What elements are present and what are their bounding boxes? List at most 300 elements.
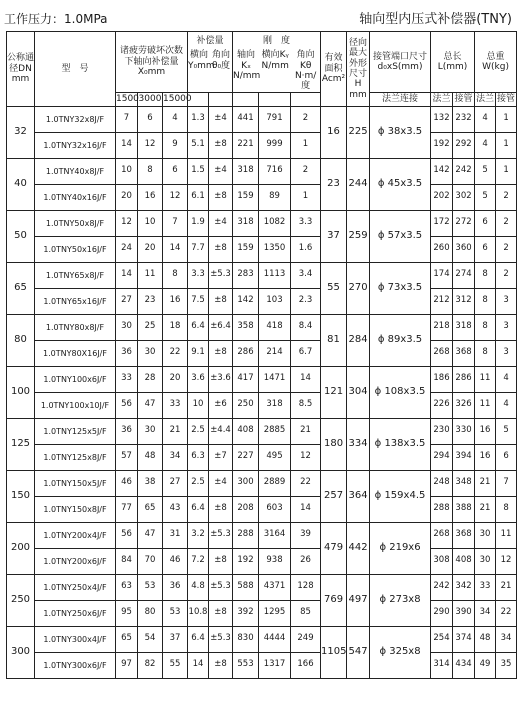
- outer-dim-cell: 497: [347, 574, 370, 626]
- outer-dim-cell: 304: [347, 366, 370, 418]
- comp-angular-cell: ±8: [209, 340, 233, 366]
- stiff-lateral-cell: 89: [259, 184, 291, 210]
- outer-dim-cell: 259: [347, 210, 370, 262]
- dn-cell: 200: [7, 522, 35, 574]
- fatigue-15000-cell: 37: [163, 626, 188, 652]
- stiff-lateral-cell: 418: [259, 314, 291, 340]
- stiff-lateral-cell: 1295: [259, 600, 291, 626]
- fatigue-3000-cell: 47: [138, 392, 163, 418]
- table-row: [7, 496, 517, 522]
- model-cell: 1.0TNY300x4J/F: [35, 626, 116, 652]
- outer-dim-cell: 244: [347, 158, 370, 210]
- stiff-lateral-cell: 318: [259, 392, 291, 418]
- table-row: [7, 470, 517, 496]
- col-len-header: 总长L(mm): [431, 32, 475, 93]
- length-flange-cell: 242: [431, 574, 453, 600]
- comp-lateral-cell: 1.3: [188, 106, 209, 132]
- fatigue-1500-cell: 14: [116, 262, 138, 288]
- comp-angular-cell: ±4.4: [209, 418, 233, 444]
- fatigue-1500-cell: 20: [116, 184, 138, 210]
- fatigue-3000-cell: 53: [138, 574, 163, 600]
- weight-pipe-cell: 1: [496, 158, 517, 184]
- comp-angular-cell: ±8: [209, 652, 233, 678]
- weight-flange-cell: 6: [475, 210, 496, 236]
- area-cell: 121: [321, 366, 347, 418]
- col-pipe-sub-header: 法兰连接: [370, 92, 431, 106]
- fatigue-15000-cell: 20: [163, 366, 188, 392]
- stiff-lateral-cell: 214: [259, 340, 291, 366]
- dn-cell: 65: [7, 262, 35, 314]
- model-cell: 1.0TNY40x16J/F: [35, 184, 116, 210]
- table-row: [7, 366, 517, 392]
- working-pressure-label: 工作压力：1.0MPa: [4, 12, 108, 26]
- model-cell: 1.0TNY250x4J/F: [35, 574, 116, 600]
- stiff-axial-cell: 159: [233, 184, 259, 210]
- fatigue-1500-cell: 77: [116, 496, 138, 522]
- col-comp-header: [188, 32, 233, 93]
- weight-pipe-cell: 3: [496, 340, 517, 366]
- col-area-header: 有效面积Acm²: [321, 32, 347, 107]
- length-flange-cell: 192: [431, 132, 453, 158]
- comp-angular-cell: ±4: [209, 158, 233, 184]
- length-pipe-cell: 360: [453, 236, 475, 262]
- comp-angular-cell: ±5.3: [209, 626, 233, 652]
- comp-angular-cell: ±8: [209, 496, 233, 522]
- fatigue-15000-cell: 31: [163, 522, 188, 548]
- dn-cell: 150: [7, 470, 35, 522]
- col-stiff-lat-sub: [259, 92, 291, 106]
- model-cell: 1.0TNY65x16J/F: [35, 288, 116, 314]
- weight-flange-cell: 30: [475, 548, 496, 574]
- stiff-lateral-cell: 495: [259, 444, 291, 470]
- stiff-lateral-cell: 2889: [259, 470, 291, 496]
- area-cell: 257: [321, 470, 347, 522]
- length-flange-cell: 308: [431, 548, 453, 574]
- weight-flange-cell: 4: [475, 106, 496, 132]
- stiff-axial-cell: 553: [233, 652, 259, 678]
- col-stiff-header: [233, 32, 321, 93]
- fatigue-15000-cell: 12: [163, 184, 188, 210]
- table-row: [7, 106, 517, 132]
- length-flange-cell: 260: [431, 236, 453, 262]
- fatigue-3000-cell: 30: [138, 418, 163, 444]
- fatigue-1500-cell: 56: [116, 392, 138, 418]
- weight-pipe-cell: 4: [496, 366, 517, 392]
- length-flange-cell: 290: [431, 600, 453, 626]
- comp-lateral-cell: 3.6: [188, 366, 209, 392]
- weight-pipe-cell: 4: [496, 392, 517, 418]
- fatigue-15000-cell: 4: [163, 106, 188, 132]
- weight-flange-cell: 48: [475, 626, 496, 652]
- col-stiff-title: 刚 度: [263, 36, 291, 46]
- fatigue-1500-cell: 24: [116, 236, 138, 262]
- stiff-angular-cell: 8.4: [291, 314, 321, 340]
- weight-flange-cell: 49: [475, 652, 496, 678]
- stiff-axial-cell: 159: [233, 236, 259, 262]
- comp-angular-cell: ±4: [209, 210, 233, 236]
- length-flange-cell: 132: [431, 106, 453, 132]
- fatigue-1500-cell: 97: [116, 652, 138, 678]
- stiff-angular-cell: 22: [291, 470, 321, 496]
- weight-flange-cell: 5: [475, 184, 496, 210]
- length-flange-cell: 288: [431, 496, 453, 522]
- fatigue-3000-cell: 38: [138, 470, 163, 496]
- stiff-angular-cell: 2: [291, 158, 321, 184]
- col-dn-header: 公称通径DN mm: [7, 32, 35, 107]
- document-header: [0, 0, 522, 31]
- fatigue-1500-cell: 57: [116, 444, 138, 470]
- model-cell: 1.0TNY250x6J/F: [35, 600, 116, 626]
- fatigue-3000-cell: 20: [138, 236, 163, 262]
- fatigue-1500-cell: 33: [116, 366, 138, 392]
- table-row: [7, 314, 517, 340]
- pipe-size-cell: ϕ 89x3.5: [370, 314, 431, 366]
- model-cell: 1.0TNY32x8J/F: [35, 106, 116, 132]
- weight-pipe-cell: 34: [496, 626, 517, 652]
- length-flange-cell: 218: [431, 314, 453, 340]
- weight-flange-cell: 21: [475, 470, 496, 496]
- stiff-angular-cell: 249: [291, 626, 321, 652]
- comp-lateral-cell: 6.4: [188, 626, 209, 652]
- weight-flange-cell: 5: [475, 158, 496, 184]
- fatigue-3000-cell: 6: [138, 106, 163, 132]
- length-pipe-cell: 408: [453, 548, 475, 574]
- comp-angular-cell: ±6.4: [209, 314, 233, 340]
- col-stiff-lat-header: 横向Kᵧ N/mm: [261, 50, 289, 71]
- outer-dim-cell: 284: [347, 314, 370, 366]
- stiff-angular-cell: 1: [291, 132, 321, 158]
- fatigue-3000-cell: 25: [138, 314, 163, 340]
- weight-pipe-cell: 22: [496, 600, 517, 626]
- area-cell: 16: [321, 106, 347, 158]
- weight-pipe-cell: 3: [496, 314, 517, 340]
- fatigue-1500-cell: 27: [116, 288, 138, 314]
- fatigue-1500-cell: 65: [116, 626, 138, 652]
- pipe-size-cell: ϕ 219x6: [370, 522, 431, 574]
- stiff-angular-cell: 12: [291, 444, 321, 470]
- stiff-lateral-cell: 716: [259, 158, 291, 184]
- col-comp-ang-sub: [209, 92, 233, 106]
- table-row: [7, 132, 517, 158]
- outer-dim-cell: 364: [347, 470, 370, 522]
- length-flange-cell: 142: [431, 158, 453, 184]
- comp-lateral-cell: 9.1: [188, 340, 209, 366]
- stiff-axial-cell: 250: [233, 392, 259, 418]
- stiff-angular-cell: 1.6: [291, 236, 321, 262]
- dn-cell: 100: [7, 366, 35, 418]
- fatigue-15000-cell: 43: [163, 496, 188, 522]
- area-cell: 81: [321, 314, 347, 366]
- pipe-size-cell: ϕ 73x3.5: [370, 262, 431, 314]
- comp-lateral-cell: 6.3: [188, 444, 209, 470]
- comp-lateral-cell: 7.7: [188, 236, 209, 262]
- model-cell: 1.0TNY40x8J/F: [35, 158, 116, 184]
- comp-lateral-cell: 5.1: [188, 132, 209, 158]
- col-wt-flange-header: 法兰: [475, 92, 496, 106]
- pipe-size-cell: ϕ 108x3.5: [370, 366, 431, 418]
- length-pipe-cell: 312: [453, 288, 475, 314]
- weight-flange-cell: 11: [475, 366, 496, 392]
- comp-lateral-cell: 7.2: [188, 548, 209, 574]
- stiff-angular-cell: 85: [291, 600, 321, 626]
- stiff-axial-cell: 358: [233, 314, 259, 340]
- weight-flange-cell: 8: [475, 340, 496, 366]
- stiff-axial-cell: 417: [233, 366, 259, 392]
- col-x1500-header: 1500: [116, 92, 138, 106]
- comp-lateral-cell: 2.5: [188, 418, 209, 444]
- fatigue-15000-cell: 18: [163, 314, 188, 340]
- fatigue-15000-cell: 27: [163, 470, 188, 496]
- fatigue-15000-cell: 8: [163, 262, 188, 288]
- fatigue-3000-cell: 12: [138, 132, 163, 158]
- stiff-lateral-cell: 999: [259, 132, 291, 158]
- pipe-size-cell: ϕ 325x8: [370, 626, 431, 678]
- table-row: [7, 184, 517, 210]
- stiff-angular-cell: 6.7: [291, 340, 321, 366]
- stiff-axial-cell: 221: [233, 132, 259, 158]
- length-flange-cell: 212: [431, 288, 453, 314]
- comp-angular-cell: ±5.3: [209, 522, 233, 548]
- fatigue-15000-cell: 22: [163, 340, 188, 366]
- dn-cell: 250: [7, 574, 35, 626]
- col-comp-lat-header: 横向Y₀mm: [188, 50, 215, 71]
- weight-pipe-cell: 11: [496, 522, 517, 548]
- area-cell: 769: [321, 574, 347, 626]
- stiff-angular-cell: 128: [291, 574, 321, 600]
- model-cell: 1.0TNY50x16J/F: [35, 236, 116, 262]
- weight-flange-cell: 8: [475, 314, 496, 340]
- col-fatigue-header: 诸疲劳破坏次数下轴向补偿量X₀mm: [116, 32, 188, 93]
- weight-pipe-cell: 1: [496, 106, 517, 132]
- comp-angular-cell: ±8: [209, 184, 233, 210]
- model-cell: 1.0TNY100x10J/F: [35, 392, 116, 418]
- model-cell: 1.0TNY200x6J/F: [35, 548, 116, 574]
- header-row: [7, 32, 517, 93]
- weight-pipe-cell: 12: [496, 548, 517, 574]
- col-model-header: 型 号: [35, 32, 116, 107]
- fatigue-3000-cell: 23: [138, 288, 163, 314]
- length-pipe-cell: 272: [453, 210, 475, 236]
- area-cell: 479: [321, 522, 347, 574]
- model-cell: 1.0TNY150x8J/F: [35, 496, 116, 522]
- fatigue-1500-cell: 84: [116, 548, 138, 574]
- fatigue-15000-cell: 6: [163, 158, 188, 184]
- model-cell: 1.0TNY50x8J/F: [35, 210, 116, 236]
- comp-lateral-cell: 4.8: [188, 574, 209, 600]
- table-row: [7, 626, 517, 652]
- weight-flange-cell: 11: [475, 392, 496, 418]
- length-flange-cell: 314: [431, 652, 453, 678]
- comp-lateral-cell: 10: [188, 392, 209, 418]
- table-row: [7, 210, 517, 236]
- stiff-lateral-cell: 603: [259, 496, 291, 522]
- fatigue-3000-cell: 10: [138, 210, 163, 236]
- stiff-lateral-cell: 938: [259, 548, 291, 574]
- stiff-lateral-cell: 3164: [259, 522, 291, 548]
- length-flange-cell: 254: [431, 626, 453, 652]
- weight-pipe-cell: 2: [496, 236, 517, 262]
- comp-angular-cell: ±8: [209, 132, 233, 158]
- document-title: 轴向型内压式补偿器(TNY): [359, 12, 512, 27]
- comp-lateral-cell: 1.9: [188, 210, 209, 236]
- fatigue-15000-cell: 14: [163, 236, 188, 262]
- length-pipe-cell: 292: [453, 132, 475, 158]
- stiff-angular-cell: 21: [291, 418, 321, 444]
- fatigue-3000-cell: 30: [138, 340, 163, 366]
- pipe-size-cell: ϕ 159x4.5: [370, 470, 431, 522]
- fatigue-3000-cell: 54: [138, 626, 163, 652]
- model-cell: 1.0TNY300x6J/F: [35, 652, 116, 678]
- stiff-axial-cell: 318: [233, 210, 259, 236]
- weight-pipe-cell: 2: [496, 262, 517, 288]
- length-pipe-cell: 388: [453, 496, 475, 522]
- comp-lateral-cell: 14: [188, 652, 209, 678]
- length-pipe-cell: 368: [453, 522, 475, 548]
- area-cell: 37: [321, 210, 347, 262]
- stiff-axial-cell: 441: [233, 106, 259, 132]
- length-pipe-cell: 242: [453, 158, 475, 184]
- comp-lateral-cell: 3.3: [188, 262, 209, 288]
- stiff-angular-cell: 2: [291, 106, 321, 132]
- comp-angular-cell: ±7: [209, 444, 233, 470]
- dn-cell: 80: [7, 314, 35, 366]
- col-wt-pipe-header: 接管: [496, 92, 517, 106]
- table-row: [7, 574, 517, 600]
- spec-table-body: [7, 106, 517, 678]
- comp-lateral-cell: 6.4: [188, 496, 209, 522]
- weight-pipe-cell: 3: [496, 288, 517, 314]
- fatigue-1500-cell: 95: [116, 600, 138, 626]
- length-flange-cell: 202: [431, 184, 453, 210]
- col-len-flange-header: 法兰: [431, 92, 453, 106]
- col-pipe-header: 接管端口尺寸d₀xS(mm): [370, 32, 431, 93]
- length-pipe-cell: 374: [453, 626, 475, 652]
- fatigue-3000-cell: 80: [138, 600, 163, 626]
- table-row: [7, 418, 517, 444]
- fatigue-1500-cell: 63: [116, 574, 138, 600]
- length-flange-cell: 226: [431, 392, 453, 418]
- table-row: [7, 392, 517, 418]
- length-pipe-cell: 274: [453, 262, 475, 288]
- weight-flange-cell: 6: [475, 236, 496, 262]
- stiff-axial-cell: 288: [233, 522, 259, 548]
- stiff-axial-cell: 830: [233, 626, 259, 652]
- length-pipe-cell: 232: [453, 106, 475, 132]
- fatigue-15000-cell: 46: [163, 548, 188, 574]
- length-pipe-cell: 368: [453, 340, 475, 366]
- stiff-axial-cell: 208: [233, 496, 259, 522]
- fatigue-3000-cell: 82: [138, 652, 163, 678]
- length-pipe-cell: 318: [453, 314, 475, 340]
- stiff-lateral-cell: 4371: [259, 574, 291, 600]
- stiff-angular-cell: 1: [291, 184, 321, 210]
- spec-table: [6, 31, 517, 679]
- stiff-angular-cell: 2.3: [291, 288, 321, 314]
- fatigue-15000-cell: 16: [163, 288, 188, 314]
- length-flange-cell: 172: [431, 210, 453, 236]
- fatigue-15000-cell: 53: [163, 600, 188, 626]
- comp-angular-cell: ±4: [209, 470, 233, 496]
- length-flange-cell: 268: [431, 522, 453, 548]
- fatigue-3000-cell: 11: [138, 262, 163, 288]
- comp-lateral-cell: 10.8: [188, 600, 209, 626]
- weight-pipe-cell: 5: [496, 418, 517, 444]
- pipe-size-cell: ϕ 273x8: [370, 574, 431, 626]
- fatigue-1500-cell: 14: [116, 132, 138, 158]
- length-pipe-cell: 286: [453, 366, 475, 392]
- table-row: [7, 600, 517, 626]
- weight-pipe-cell: 1: [496, 132, 517, 158]
- weight-flange-cell: 30: [475, 522, 496, 548]
- stiff-axial-cell: 318: [233, 158, 259, 184]
- stiff-axial-cell: 408: [233, 418, 259, 444]
- area-cell: 1105: [321, 626, 347, 678]
- model-cell: 1.0TNY80x8J/F: [35, 314, 116, 340]
- weight-pipe-cell: 21: [496, 574, 517, 600]
- fatigue-1500-cell: 56: [116, 522, 138, 548]
- fatigue-15000-cell: 7: [163, 210, 188, 236]
- comp-angular-cell: ±8: [209, 236, 233, 262]
- length-flange-cell: 268: [431, 340, 453, 366]
- stiff-angular-cell: 8.5: [291, 392, 321, 418]
- outer-dim-cell: 270: [347, 262, 370, 314]
- dn-cell: 300: [7, 626, 35, 678]
- col-comp-ang-header: 角向θ₀度: [211, 50, 231, 71]
- fatigue-1500-cell: 36: [116, 418, 138, 444]
- fatigue-3000-cell: 8: [138, 158, 163, 184]
- comp-angular-cell: ±5.3: [209, 262, 233, 288]
- length-flange-cell: 174: [431, 262, 453, 288]
- fatigue-3000-cell: 65: [138, 496, 163, 522]
- table-row: [7, 236, 517, 262]
- comp-lateral-cell: 7.5: [188, 288, 209, 314]
- comp-angular-cell: ±8: [209, 600, 233, 626]
- comp-angular-cell: ±8: [209, 548, 233, 574]
- fatigue-3000-cell: 16: [138, 184, 163, 210]
- stiff-lateral-cell: 1471: [259, 366, 291, 392]
- length-pipe-cell: 390: [453, 600, 475, 626]
- col-comp-title: 补偿量: [196, 36, 224, 46]
- model-cell: 1.0TNY125x8J/F: [35, 444, 116, 470]
- model-cell: 1.0TNY125x5J/F: [35, 418, 116, 444]
- length-flange-cell: 248: [431, 470, 453, 496]
- fatigue-3000-cell: 28: [138, 366, 163, 392]
- comp-angular-cell: ±4: [209, 106, 233, 132]
- weight-pipe-cell: 7: [496, 470, 517, 496]
- pipe-size-cell: ϕ 57x3.5: [370, 210, 431, 262]
- weight-flange-cell: 8: [475, 288, 496, 314]
- area-cell: 180: [321, 418, 347, 470]
- weight-flange-cell: 21: [475, 496, 496, 522]
- table-row: [7, 262, 517, 288]
- table-row: [7, 288, 517, 314]
- area-cell: 55: [321, 262, 347, 314]
- comp-angular-cell: ±6: [209, 392, 233, 418]
- fatigue-1500-cell: 36: [116, 340, 138, 366]
- pipe-size-cell: ϕ 138x3.5: [370, 418, 431, 470]
- model-cell: 1.0TNY150x5J/F: [35, 470, 116, 496]
- fatigue-15000-cell: 36: [163, 574, 188, 600]
- length-pipe-cell: 330: [453, 418, 475, 444]
- comp-lateral-cell: 3.2: [188, 522, 209, 548]
- stiff-lateral-cell: 1113: [259, 262, 291, 288]
- outer-dim-cell: 442: [347, 522, 370, 574]
- model-cell: 1.0TNY32x16J/F: [35, 132, 116, 158]
- length-pipe-cell: 394: [453, 444, 475, 470]
- col-stiff-ang-sub: [291, 92, 321, 106]
- weight-flange-cell: 34: [475, 600, 496, 626]
- stiff-angular-cell: 14: [291, 366, 321, 392]
